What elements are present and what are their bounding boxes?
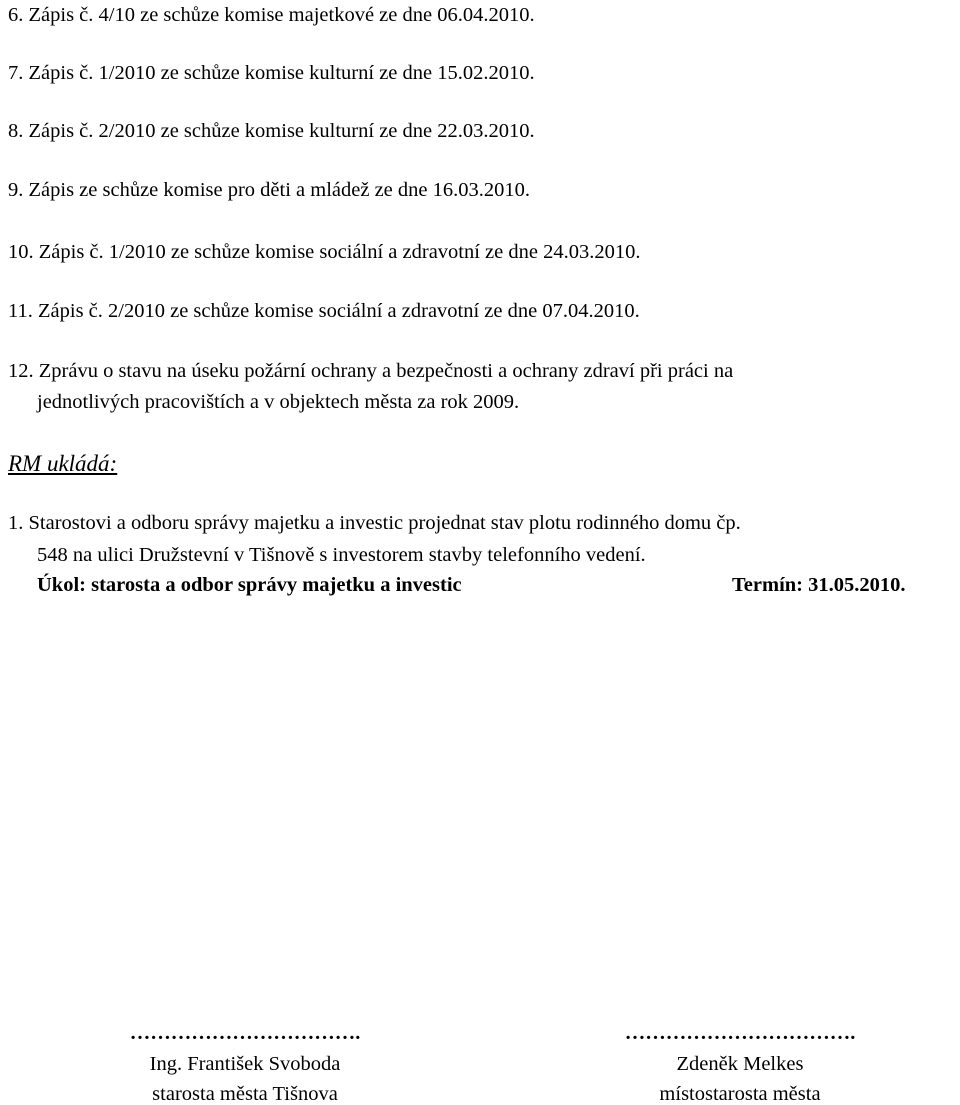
list-item [8,121,535,142]
list-item-number: 11. [8,300,33,322]
signature-role: místostarosta města [659,1083,821,1105]
list-item-number: 6. [8,4,24,26]
signature-name: Zdeněk Melkes [676,1052,804,1075]
list-item [8,242,640,263]
signature-dots: ……………………………. [624,1022,856,1044]
list-item [8,361,733,382]
list-item-text: Zápis ze schůze komise pro děti a mládež ze dne 16.03.2010. [28,179,531,201]
list-item-text: Zápis č. 2/2010 ze schůze komise sociální a zdravotní ze dne 07.04.2010. [38,300,640,322]
list-item-text: Zprávu o stavu na úseku požární ochrany a bezpečnosti a ochrany zdraví při práci na [38,360,734,382]
list-item-text: Zápis č. 2/2010 ze schůze komise kulturní ze dne 22.03.2010. [28,120,535,142]
list-item-text: Zápis č. 4/10 ze schůze komise majetkové ze dne 06.04.2010. [28,4,535,26]
list-item-number: 9. [8,179,24,201]
list-item [8,180,530,201]
signature-role: starosta města Tišnova [152,1083,338,1105]
list-item-number: 10. [8,241,34,263]
signature-dots: ……………………………. [129,1022,361,1044]
signature-name: Ing. František Svoboda [149,1052,341,1075]
list-item-text: Zápis č. 1/2010 ze schůze komise kulturní ze dne 15.02.2010. [28,62,535,84]
task-line-2: 548 na ulici Družstevní v Tišnově s investorem stavby telefonního vedení. [37,544,646,566]
task-number: 1. [8,512,24,534]
task-assignee: Úkol: starosta a odbor správy majetku a investic [37,574,462,596]
signature-left [95,1023,395,1105]
list-item [8,5,535,26]
list-item-number: 12. [8,360,34,382]
list-item-number: 8. [8,120,24,142]
list-item [8,301,640,322]
task-line-1 [8,513,741,534]
list-item-number: 7. [8,62,24,84]
list-item [8,63,535,84]
signature-right [590,1023,890,1105]
list-item-text: Zápis č. 1/2010 ze schůze komise sociální a zdravotní ze dne 24.03.2010. [38,241,641,263]
section-heading: RM ukládá: [8,451,118,476]
task-text: Starostovi a odboru správy majetku a investic projednat stav plotu rodinného domu čp. [28,512,741,534]
task-deadline: Termín: 31.05.2010. [732,574,906,596]
list-item-continuation: jednotlivých pracovištích a v objektech města za rok 2009. [37,391,520,413]
